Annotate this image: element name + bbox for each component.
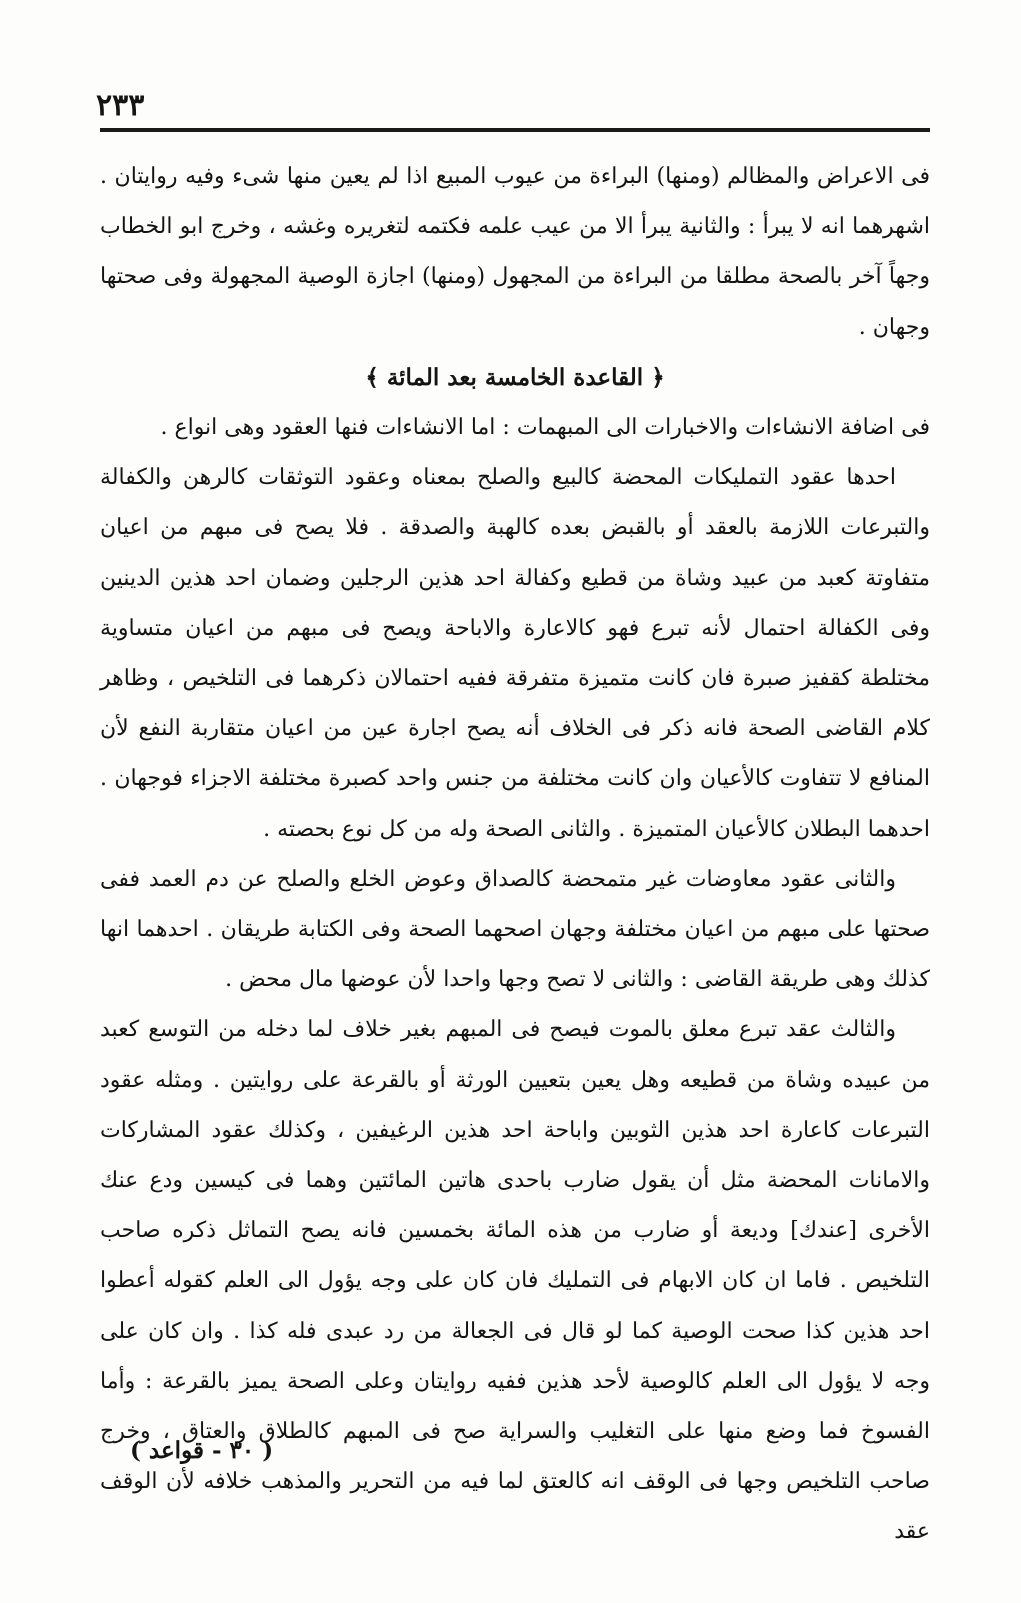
section-heading [100,353,930,403]
heading-title: القاعدة الخامسة بعد المائة [386,363,644,391]
body-text [100,152,930,1558]
page-number: ٢٣٣ [96,88,145,123]
heading-close-bracket: ﴾ [365,363,379,391]
paragraph-4: والثانى عقود معاوضات غير متمحضة كالصداق وعوض الخلع والصلح عن دم العمد ففى صحتها على مبهم من اعيان مختلفة وجهان اصحهما الصحة وفى الكتابة طريقان . احدهما انها كذلك وهى طريقة القاضى : والثانى لا تصح وجها واحدا لأن عوضها مال محض . [100,866,930,993]
paragraph-1: فى الاعراض والمظالم (ومنها) البراءة من عيوب المبيع اذا لم يعين منها شىء وفيه روايتان . اشهرهما انه لا يبرأ : والثانية يبرأ الا من عيب علمه فكتمه لتغريره وغشه ، وخرج ابو الخطاب وجهاً آخر بالصحة مطلقا من البراءة من المجهول (ومنها) اجازة الوصية المجهولة وفى صحتها وجهان . [100,164,930,340]
header-rule [100,128,930,132]
footer-signature: ( ٣٠ - قواعد ) [130,1437,274,1464]
paragraph-2: فى اضافة الانشاءات والاخبارات الى المبهمات : اما الانشاءات فنها العقود وهى انواع . [160,415,930,441]
paragraph-5: والثالث عقد تبرع معلق بالموت فيصح فى المبهم بغير خلاف لما دخله من التوسع كعبد من عبيده وشاة من قطيعه وهل يعين بتعيين الورثة أو بالقرعة على روايتين . ومثله عقود التبرعات كاعارة احد هذين الثوبين واباحة احد هذين الرغيفين ، وكذلك عقود المشاركات والامانات المحضة مثل أن يقول ضارب باحدى هاتين المائتين وهما فى كيسين ودع عنك الأخرى [عندك] وديعة أو ضارب من هذه المائة بخمسين فانه يصح التماثل ذكره صاحب التلخيص . فاما ان كان الابهام فى التمليك فان كان على وجه يؤول الى العلم كقوله أعطوا احد هذين كذا صحت الوصية كما لو قال فى الجعالة من رد عبدى فله كذا . وان كان على وجه لا يؤول الى العلم كالوصية لأحد هذين ففيه روايتان وعلى الصحة يميز بالقرعة : وأما الفسوخ فما وضع منها على التغليب والسراية صح فى المبهم كالطلاق والعتاق ، وخرج صاحب التلخيص وجها فى الوقف انه كالعتق لما فيه من التحرير والمذهب خلافه لأن الوقف عقد [100,1017,930,1545]
heading-open-bracket: ﴿ [651,363,665,391]
paragraph-3: احدها عقود التمليكات المحضة كالبيع والصلح بمعناه وعقود التوثقات كالرهن والكفالة والتبرعات اللازمة بالعقد أو بالقبض بعده كالهبة والصدقة . فلا يصح فى مبهم من اعيان متفاوتة كعبد من عبيد وشاة من قطيع وكفالة احد هذين الرجلين وضمان احد هذين الدينين وفى الكفالة احتمال لأنه تبرع فهو كالاعارة والاباحة ويصح فى مبهم من اعيان متساوية مختلطة كقفيز صبرة فان كانت متميزة متفرقة ففيه احتمالان ذكرهما فى التلخيص ، وظاهر كلام القاضى الصحة فانه ذكر فى الخلاف أنه يصح اجارة عين من اعيان متقاربة النفع لأن المنافع لا تتفاوت كالأعيان وان كانت مختلفة من جنس واحد كصبرة مختلفة الاجزاء فوجهان . احدهما البطلان كالأعيان المتميزة . والثانى الصحة وله من كل نوع بحصته . [100,465,930,842]
